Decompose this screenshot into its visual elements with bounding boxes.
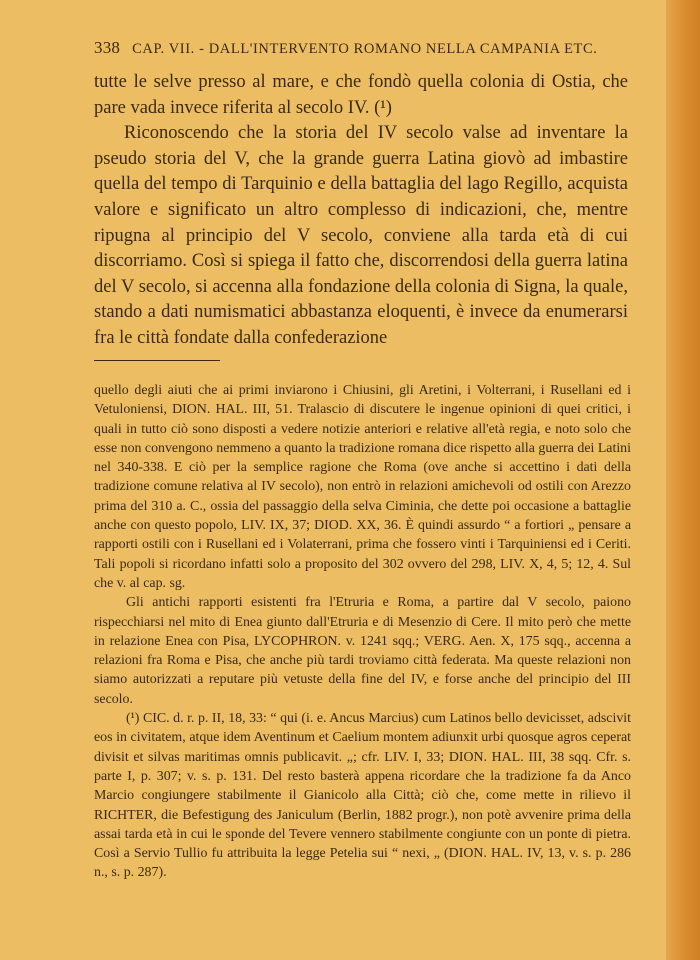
running-head bbox=[94, 38, 614, 58]
page-number: 338 bbox=[94, 38, 121, 57]
main-text bbox=[94, 70, 628, 352]
footnote-continuation: quello degli aiuti che ai primi inviarono i Chiusini, gli Aretini, i Volterrani, i Rusellani ed i Vetuloniensi, DION. HAL. III, 51. Tralascio di discutere le ingenue opinioni di quei critici, i quali in tutto ciò sono disposti a vedere notizie anteriori e relative all'età regia, e noto solo che esse non convengono nemmeno a quanto la tradizione romana dice rispetto alla guerra dei Latini nel 340-338. E ciò per la semplice ragione che Roma (ove anche si accettino i dati della tradizione comune relativa al IV secolo), non entrò in relazioni amichevoli od ostili con Arezzo prima del 310 a. C., ossia del passaggio della selva Ciminia, che dette poi occasione a battaglie anche con questo popolo, LIV. IX, 37; DIOD. XX, 36. È quindi assurdo “ a fortiori „ pensare a rapporti ostili con i Rusellani ed i Volaterrani, prima che fossero vinti i Tarquiniensi ed i Ceriti. Tali popoli si ricordano infatti solo a proposito del 302 ovvero del 298, LIV. X, 4, 5; 12, 4. Sul che v. al cap. sg. bbox=[94, 383, 631, 591]
body-paragraph-2: Riconoscendo che la storia del IV secolo valse ad inventare la pseudo storia del V, che la grande guerra Latina giovò ad imbastire quella del tempo di Tarquinio e della battaglia del lago Regillo, acquista valore e significato un altro complesso di indicazioni, che, mentre ripugna al principio del V secolo, conviene alla tarda età di cui discorriamo. Così si spiega il fatto che, discorrendosi della guerra latina del V secolo, si accenna alla fondazione della colonia di Signa, la quale, stando a dati numismatici abbastanza eloquenti, è invece da enumerarsi fra le città fondate dalla confederazione bbox=[94, 123, 628, 348]
footnote-1: (¹) CIC. d. r. p. II, 18, 33: “ qui (i. e. Ancus Marcius) cum Latinos bello devicisset, adscivit eos in civitatem, atque idem Aventinum et Caelium montem adiunxit urbi quosque agros ceperat divisit et silvas maritimas omnis publicavit. „; cfr. LIV. I, 33; DION. HAL. III, 38 sqq. Cfr. s. parte I, p. 307; v. s. p. 131. Del resto basterà appena ricordare che la tradizione fa da Anco Marcio congiungere stabilmente il Gianicolo alla Città; ciò che, come mette in rilievo il RICHTER, die Befestigung des Janiculum (Berlin, 1882 progr.), non potè avvenire prima della assai tarda età in cui le sponde del Tevere vennero stabilmente congiunte con un ponte di pietra. Così a Servio Tullio fu attribuita la legge Petelia sui “ nexi, „ (DION. HAL. IV, 13, v. s. p. 286 n., s. p. 287). bbox=[94, 711, 631, 881]
footnote-paragraph: Gli antichi rapporti esistenti fra l'Etruria e Roma, a partire dal V secolo, paiono rispecchiarsi nel mito di Enea giunto dall'Etruria e di Mesenzio di Cere. Il mito però che mette in relazione Enea con Pisa, LYCOPHRON. v. 1241 sqq.; VERG. Aen. X, 175 sqq., accenna a relazioni fra Roma e Pisa, che anche più tardi troviamo città federata. Ma queste relazioni non siamo autorizzati a reputare più vetuste della fine del IV, e forse anche del principio del III secolo. bbox=[94, 595, 631, 707]
chapter-title: CAP. VII. - DALL'INTERVENTO ROMANO NELLA CAMPANIA ETC. bbox=[132, 41, 598, 57]
footnotes bbox=[94, 381, 631, 883]
footnote-separator bbox=[94, 360, 220, 361]
body-paragraph-1: tutte le selve presso al mare, e che fondò quella colonia di Ostia, che pare vada invece riferita al secolo IV. (¹) bbox=[94, 72, 628, 118]
